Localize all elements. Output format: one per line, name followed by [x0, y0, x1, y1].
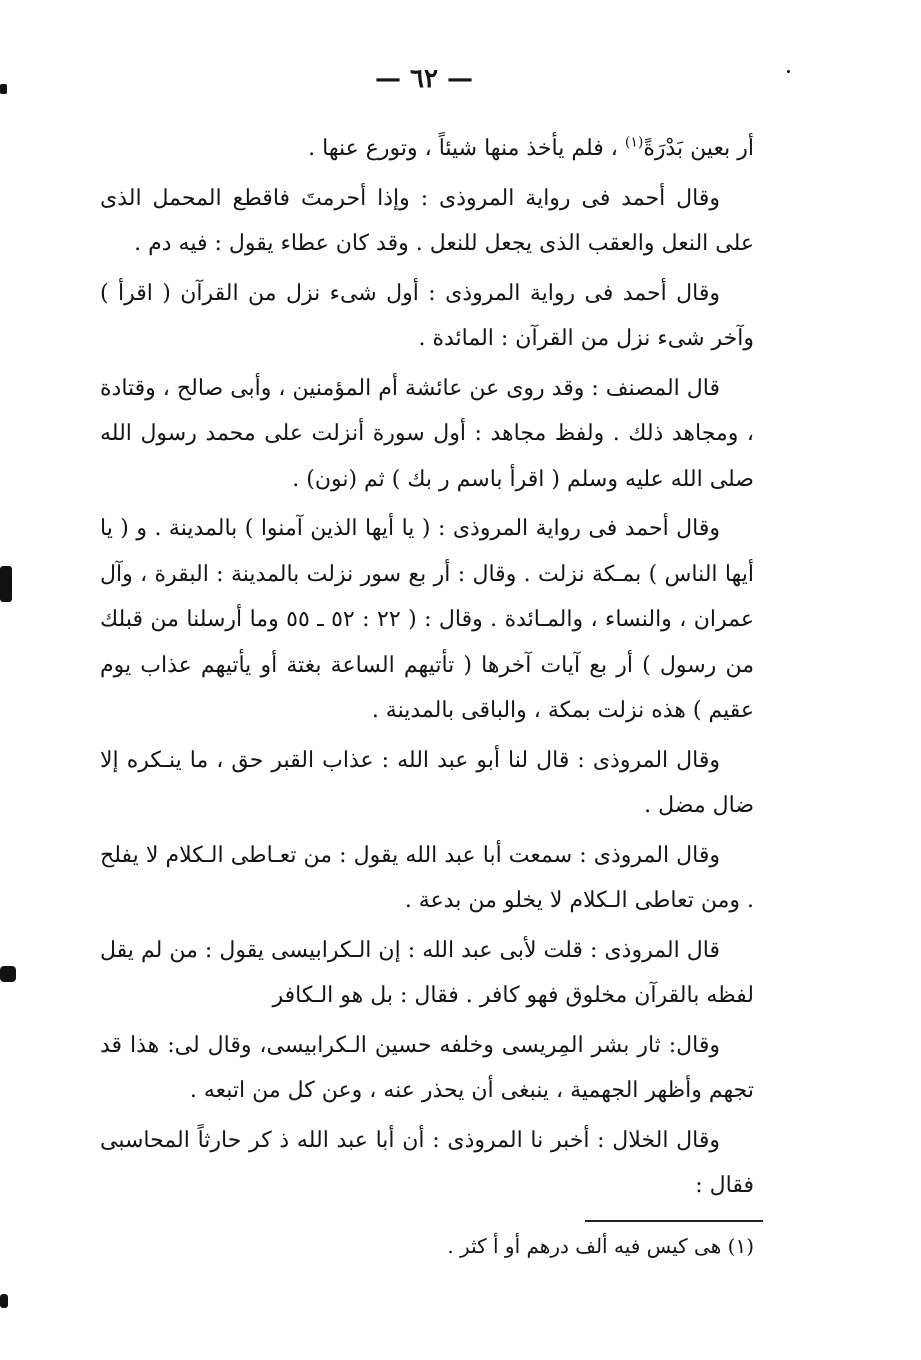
paragraph-5	[100, 506, 754, 734]
paragraph-2-text: وقال أحمد فى رواية المروذى : وإذا أحرمتَ فاقطع المحمل الذى على النعل والعقب الذى يجعل للنعل . وقد كان عطاء يقول : فيه دم .	[100, 185, 754, 256]
paragraph-1-text: أر بعين بَدْرَةً	[643, 136, 754, 161]
scan-speck	[787, 70, 790, 73]
paragraph-3	[100, 271, 754, 362]
paragraph-10	[100, 1118, 754, 1209]
paragraph-6-text: وقال المروذى : قال لنا أبو عبد الله : عذاب القبر حق ، ما ينـكره إلا ضال مضل .	[100, 747, 754, 818]
paragraph-1-continuation: ، فلم يأخذ منها شيئاً ، وتورع عنها .	[308, 136, 625, 161]
paragraph-8-text: قال المروذى : قلت لأبى عبد الله : إن الـكرابيسى يقول : من لم يقل لفظه بالقرآن مخلوق فهو كافر . فقال : بل هو الـكافر	[100, 937, 754, 1008]
paragraph-2	[100, 176, 754, 267]
paragraph-7-text: وقال المروذى : سمعت أبا عبد الله يقول : من تعـاطى الـكلام لا يفلح . ومن تعاطى الـكلام لا يخلو من بدعة .	[100, 842, 754, 913]
paragraph-9-text: وقال: ثار بشر المِريسى وخلفه حسين الـكرابيسى، وقال لى: هذا قد تجهم وأظهر الجهمية ، ينبغى أن يحذر عنه ، وعن كل من اتبعه .	[100, 1032, 754, 1103]
paragraph-4-text: قال المصنف : وقد روى عن عائشة أم المؤمنين ، وأبى صالح ، وقتادة ، ومجاهد ذلك . ولفظ مجاهد : أول سورة أنزلت على محمد رسول الله صلى الله عليه وسلم ( اقرأ باسم ر بك ) ثم (نون) .	[100, 375, 754, 492]
scan-mark-bottom	[0, 1294, 8, 1308]
scan-mark-top	[0, 84, 7, 94]
scan-mark-middle	[0, 966, 16, 982]
paragraph-8	[100, 928, 754, 1019]
paragraph-4	[100, 366, 754, 503]
paragraph-10-text: وقال الخلال : أخبر نا المروذى : أن أبا عبد الله ذ كر حارثاً المحاسبى فقال :	[100, 1127, 754, 1198]
paragraph-6	[100, 738, 754, 829]
scan-mark-upper	[0, 566, 12, 602]
paragraph-1	[100, 126, 754, 172]
paragraph-7	[100, 833, 754, 924]
paragraph-3-text: وقال أحمد فى رواية المروذى : أول شىء نزل من القرآن ( اقرأ ) وآخر شىء نزل من القرآن : المائدة .	[100, 280, 754, 351]
paragraph-9	[100, 1023, 754, 1114]
footnote-divider	[585, 1220, 763, 1222]
footnote: (١) هى كيس فيه ألف درهم أو أ كثر .	[447, 1234, 754, 1258]
paragraph-5-text: وقال أحمد فى رواية المروذى : ( يا أيها الذين آمنوا ) بالمدينة . و ( يا أيها الناس ) بمـكة نزلت . وقال : أر بع سور نزلت بالمدينة : البقرة ، وآل عمران ، والنساء ، والمـائدة . وقال : ( ٢٢ : ٥٢ ـ ٥٥ وما أرسلنا من قبلك من رسول ) أر بع آيات آخرها ( تأتيهم الساعة بغتة أو يأتيهم عذاب يوم عقيم ) هذه نزلت بمكة ، والباقى بالمدينة .	[100, 516, 755, 723]
page-number: — ٦٢ —	[374, 64, 474, 94]
footnote-reference: (١)	[624, 134, 644, 151]
main-text	[100, 126, 754, 1209]
